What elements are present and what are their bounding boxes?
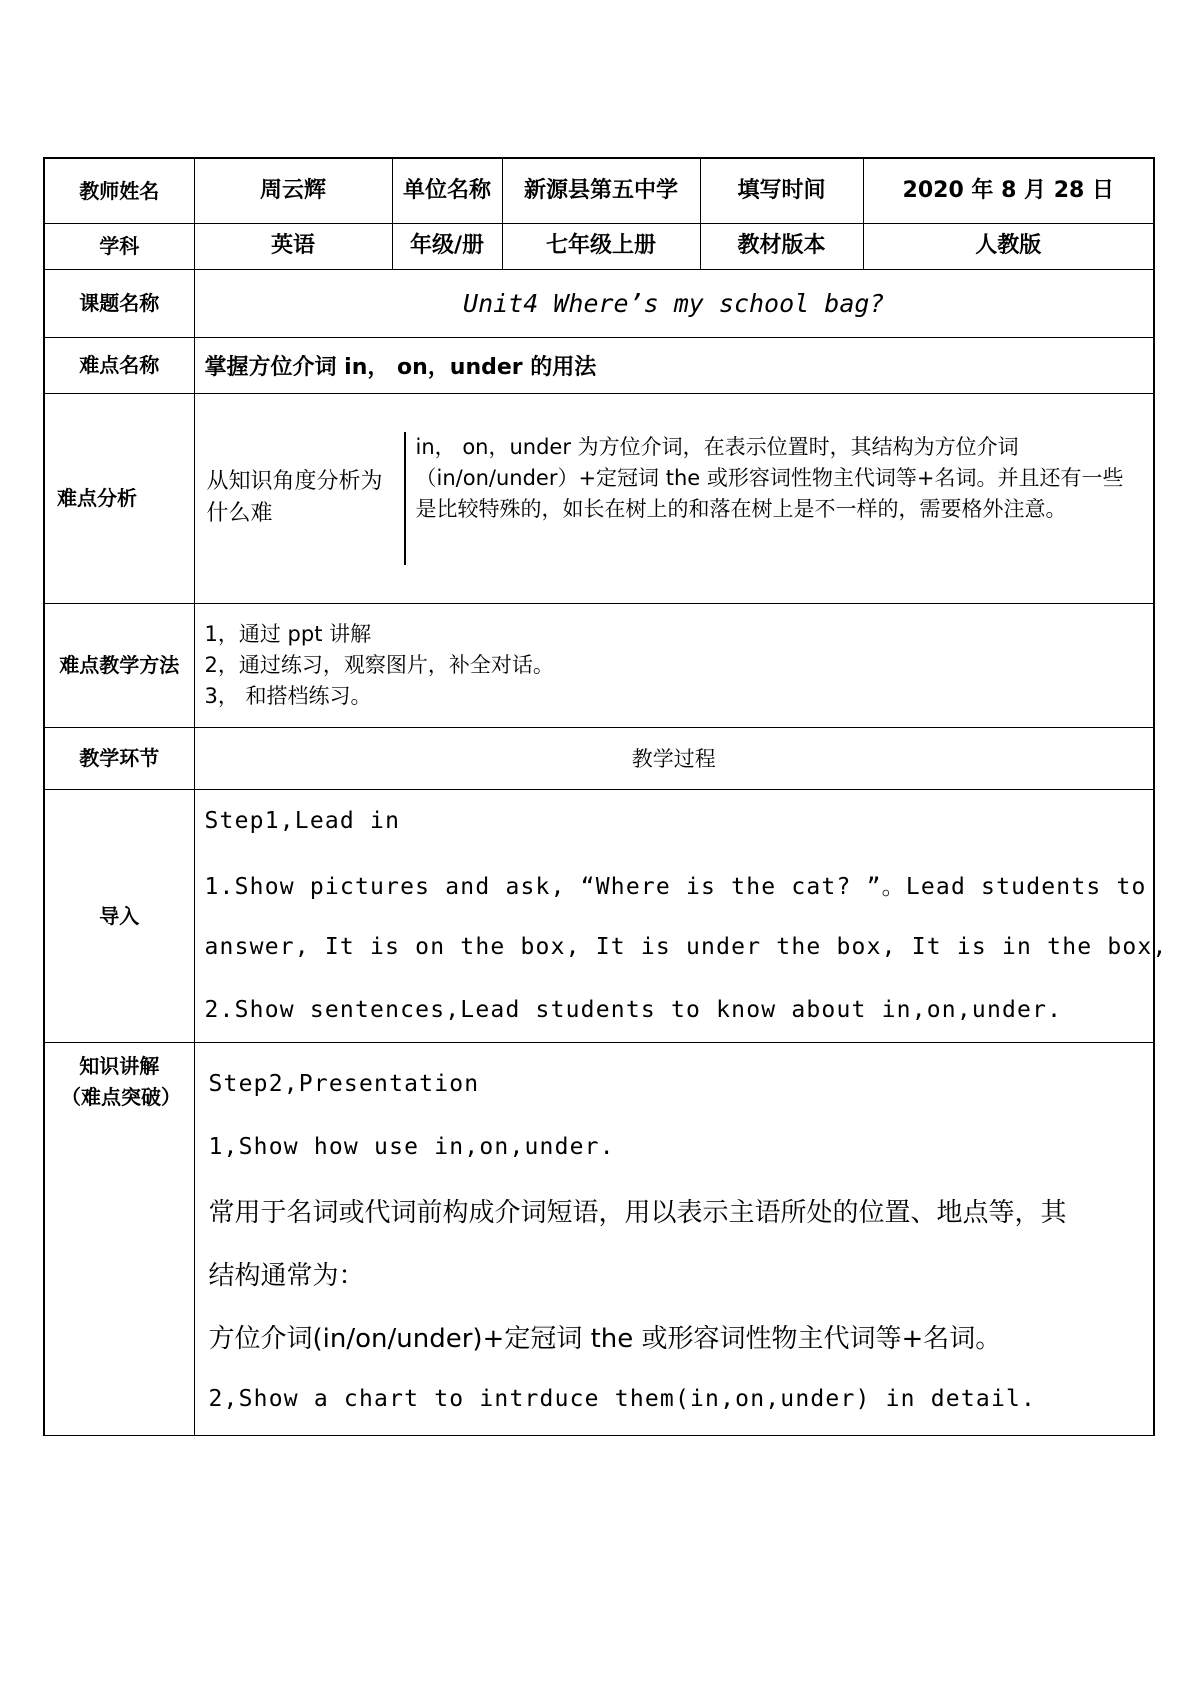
method-item: 1，通过 ppt 讲解 — [204, 621, 372, 646]
topic-label: 课题名称 — [44, 269, 194, 337]
presentation-line: 结构通常为： — [208, 1260, 365, 1291]
date-label: 填写时间 — [700, 158, 863, 223]
lead-in-label: 导入 — [44, 789, 194, 1042]
presentation-line: 1,Show how use in,on,under. — [208, 1134, 615, 1160]
edition-value: 人教版 — [863, 223, 1154, 269]
analysis-cell — [194, 393, 1154, 603]
analysis-text: in， on，under 为方位介词，在表示位置时，其结构为方位介词（in/on/under）+定冠词 the 或形容词性物主代词等+名词。并且还有一些是比较特殊的，如长在树上的和落在树上是不一样的，需要格外注意。 — [415, 434, 1124, 521]
subject-label: 学科 — [44, 223, 194, 269]
lead-in-line: answer, It is on the box, It is under the box, It is in the box, — [204, 934, 1168, 960]
analysis-sublabel: 从知识角度分析为什么难 — [195, 432, 405, 565]
lead-in-content — [194, 789, 1168, 1042]
date-value: 2020 年 8 月 28 日 — [863, 158, 1154, 223]
lead-in-line: Step1,Lead in — [204, 808, 401, 834]
subject-value: 英语 — [194, 223, 392, 269]
lead-in-line: 1.Show pictures and ask, “Where is the cat? ”。Lead students to — [204, 873, 1147, 900]
method-label: 难点教学方法 — [44, 603, 194, 727]
edition-label: 教材版本 — [700, 223, 863, 269]
presentation-content — [194, 1042, 1154, 1435]
difficulty-value: 掌握方位介词 in， on，under 的用法 — [194, 337, 1154, 393]
teacher-value: 周云辉 — [194, 158, 392, 223]
method-list — [194, 603, 1154, 727]
grade-label: 年级/册 — [392, 223, 502, 269]
lead-in-line: 2.Show sentences,Lead students to know about in,on,under. — [204, 997, 1063, 1023]
topic-value: Unit4 Where’s my school bag? — [194, 269, 1154, 337]
unit-label: 单位名称 — [392, 158, 502, 223]
process-value: 教学过程 — [194, 727, 1154, 789]
presentation-line: 方位介词(in/on/under)+定冠词 the 或形容词性物主代词等+名词。 — [208, 1323, 1002, 1354]
presentation-line: Step2,Presentation — [208, 1071, 480, 1097]
teacher-label: 教师姓名 — [44, 158, 194, 223]
method-item: 2，通过练习，观察图片，补全对话。 — [204, 652, 554, 677]
unit-value: 新源县第五中学 — [502, 158, 700, 223]
difficulty-label: 难点名称 — [44, 337, 194, 393]
presentation-line: 常用于名词或代词前构成介词短语，用以表示主语所处的位置、地点等，其 — [208, 1197, 1067, 1228]
presentation-line: 2,Show a chart to intrduce them(in,on,under) in detail. — [208, 1386, 1037, 1412]
analysis-label: 难点分析 — [44, 393, 194, 603]
method-item: 3， 和搭档练习。 — [204, 683, 372, 708]
process-label: 教学环节 — [44, 727, 194, 789]
presentation-label: 知识讲解（难点突破） — [44, 1042, 194, 1435]
grade-value: 七年级上册 — [502, 223, 700, 269]
lesson-plan-table — [43, 157, 1168, 1436]
